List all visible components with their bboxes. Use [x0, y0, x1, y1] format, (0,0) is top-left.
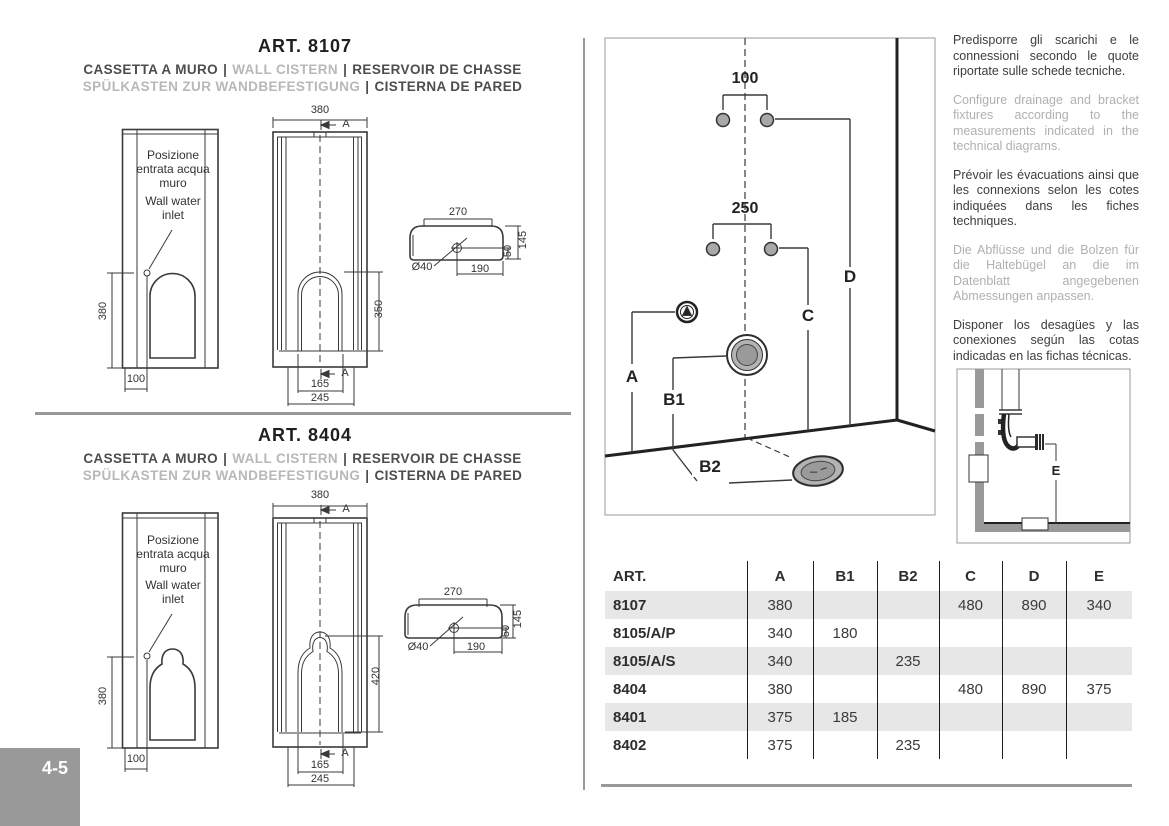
- install-ref-c: C: [796, 306, 820, 326]
- trap-diagram: [957, 369, 1130, 543]
- section-8107-caption-2: [30, 79, 575, 94]
- section-divider: [35, 412, 571, 415]
- caption-en: WALL CISTERN: [232, 62, 339, 77]
- drawing-8404-front-view: [273, 503, 383, 787]
- section-arrow-label: A: [341, 747, 349, 759]
- install-ref-a: A: [620, 367, 644, 387]
- dim-arch-height: 350: [373, 299, 385, 319]
- bracket-bolt: [765, 243, 778, 256]
- caption-separator: |: [223, 451, 228, 466]
- table-row: [605, 731, 1132, 759]
- dim-front-width: 380: [310, 489, 330, 501]
- cell-art: 8107: [613, 596, 647, 614]
- cell-b2: 235: [895, 652, 921, 670]
- caption-es: CISTERNA DE PARED: [374, 79, 523, 94]
- notes-column: [953, 33, 1139, 377]
- table-row: [605, 703, 1132, 731]
- caption-separator: |: [365, 79, 370, 94]
- inlet-note-en: Wall water inlet: [145, 578, 201, 606]
- install-dim-250: 250: [731, 200, 759, 217]
- cell-c: 480: [957, 596, 984, 614]
- dim-hole-diameter: Ø40: [407, 641, 429, 653]
- install-ref-b2: B2: [692, 457, 728, 477]
- floor-drain-box: [1022, 518, 1048, 530]
- dim-inner-width: 165: [310, 759, 330, 771]
- trap-ref-e: E: [1048, 463, 1064, 478]
- table-column-line: [813, 561, 814, 759]
- table-row: [605, 675, 1132, 703]
- note-spanish: Disponer los desagües y las conexiones según las cotas indicadas en las fichas técnicas.: [953, 317, 1139, 363]
- dim-base-width: 245: [310, 773, 330, 785]
- dim-hole-offset-y: 50: [502, 244, 514, 258]
- caption-it: CASSETTA A MURO: [83, 62, 219, 77]
- caption-de: SPÜLKASTEN ZUR WANDBEFESTIGUNG: [82, 468, 361, 483]
- dim-top-width: 270: [443, 586, 463, 598]
- section-arrow-label: A: [342, 118, 350, 130]
- cell-b1: 185: [832, 708, 858, 726]
- bracket-bolt: [717, 114, 730, 127]
- note-french: Prévoir les évacuations ainsi que les connexions selon les cotes indiquées dans les fiches techniques.: [953, 167, 1139, 228]
- cell-a: 380: [767, 680, 793, 698]
- cell-art: 8401: [613, 708, 647, 726]
- section-arrow-label: A: [341, 367, 349, 379]
- caption-it: CASSETTA A MURO: [83, 451, 219, 466]
- dim-front-width: 380: [310, 104, 330, 116]
- cell-a: 375: [767, 708, 793, 726]
- cell-art: 8105/A/S: [613, 652, 676, 670]
- col-header-a: A: [774, 567, 786, 585]
- table-column-line: [877, 561, 878, 759]
- table-row: [605, 591, 1132, 619]
- bracket-bolt: [761, 114, 774, 127]
- dim-inlet-offset: 100: [126, 373, 146, 385]
- wall-bracket: [969, 455, 988, 482]
- note-italian: Predisporre gli scarichi e le connessioni secondo le quote riportate sulle schede tecniche.: [953, 33, 1139, 78]
- column-divider: [583, 38, 585, 790]
- floor-drain: [791, 453, 845, 489]
- dim-side-height: 380: [97, 301, 109, 321]
- dim-inner-width: 165: [310, 378, 330, 390]
- col-header-b1: B1: [835, 567, 855, 585]
- dim-inlet-offset: 100: [126, 753, 146, 765]
- note-german: Die Abflüsse und die Bolzen für die Haltebügel an die im Datenblatt angegebenen Abmessungen anpassen.: [953, 242, 1139, 303]
- dim-top-depth: 145: [512, 609, 524, 629]
- cell-a: 380: [767, 596, 793, 614]
- section-8404-title: ART. 8404: [257, 425, 353, 445]
- caption-separator: |: [365, 468, 370, 483]
- dim-hole-offset-x: 190: [470, 263, 490, 275]
- section-8107-title: ART. 8107: [257, 36, 353, 56]
- dim-hole-offset-y: 50: [500, 624, 512, 638]
- inlet-note-it: Posizione entrata acqua muro: [136, 148, 210, 190]
- table-column-line: [1002, 561, 1003, 759]
- cell-a: 340: [767, 652, 793, 670]
- dim-side-height: 380: [97, 686, 109, 706]
- dim-top-width: 270: [448, 206, 468, 218]
- cell-art: 8105/A/P: [613, 624, 676, 642]
- table-column-line: [1066, 561, 1067, 759]
- install-dim-100: 100: [731, 70, 759, 87]
- table-header-row: [605, 561, 1132, 591]
- page-number-badge: 4-5: [0, 748, 80, 826]
- table-column-line: [747, 561, 748, 759]
- section-arrow-label: A: [342, 503, 350, 515]
- cell-c: 480: [957, 680, 984, 698]
- col-header-b2: B2: [898, 567, 918, 585]
- cell-a: 340: [767, 624, 793, 642]
- dim-hole-diameter: Ø40: [411, 261, 433, 273]
- caption-separator: |: [343, 451, 348, 466]
- cell-e: 340: [1086, 596, 1112, 614]
- cell-e: 375: [1086, 680, 1112, 698]
- caption-separator: |: [343, 62, 348, 77]
- table-column-line: [939, 561, 940, 759]
- dim-base-width: 245: [310, 392, 330, 404]
- table-row: [605, 647, 1132, 675]
- cell-d: 890: [1021, 680, 1047, 698]
- bottom-rule: [601, 784, 1132, 787]
- cell-a: 375: [767, 736, 793, 754]
- drawing-8107-front-view: [273, 117, 383, 406]
- cell-b1: 180: [832, 624, 858, 642]
- cell-d: 890: [1021, 596, 1047, 614]
- caption-es: CISTERNA DE PARED: [374, 468, 523, 483]
- dim-hole-offset-x: 190: [466, 641, 486, 653]
- cell-b2: 235: [895, 736, 921, 754]
- col-header-d: D: [1028, 567, 1040, 585]
- caption-separator: |: [223, 62, 228, 77]
- inlet-note-en: Wall water inlet: [145, 194, 201, 222]
- install-diagram: [605, 38, 935, 515]
- section-8107-caption-1: [30, 62, 575, 77]
- dim-arch-height: 420: [370, 666, 382, 686]
- spec-table: [605, 561, 1132, 759]
- bracket-bolt: [707, 243, 720, 256]
- dim-top-depth: 145: [517, 230, 529, 250]
- note-english: Configure drainage and bracket fixtures according to the measurements indicated in the technical diagrams.: [953, 92, 1139, 153]
- col-header-c: C: [965, 567, 976, 585]
- install-ref-b1: B1: [656, 390, 692, 410]
- caption-de: SPÜLKASTEN ZUR WANDBEFESTIGUNG: [82, 79, 361, 94]
- table-row: [605, 619, 1132, 647]
- install-ref-d: D: [838, 267, 862, 287]
- caption-fr: RESERVOIR DE CHASSE: [352, 62, 522, 77]
- col-header-art: ART.: [613, 567, 647, 585]
- caption-fr: RESERVOIR DE CHASSE: [352, 451, 522, 466]
- cell-art: 8404: [613, 680, 647, 698]
- cell-art: 8402: [613, 736, 647, 754]
- section-8404-caption-1: [30, 451, 575, 466]
- col-header-e: E: [1093, 567, 1104, 585]
- pipe-cap: [1035, 434, 1044, 450]
- caption-en: WALL CISTERN: [232, 451, 339, 466]
- section-8404-caption-2: [30, 468, 575, 483]
- inlet-note-it: Posizione entrata acqua muro: [136, 533, 210, 575]
